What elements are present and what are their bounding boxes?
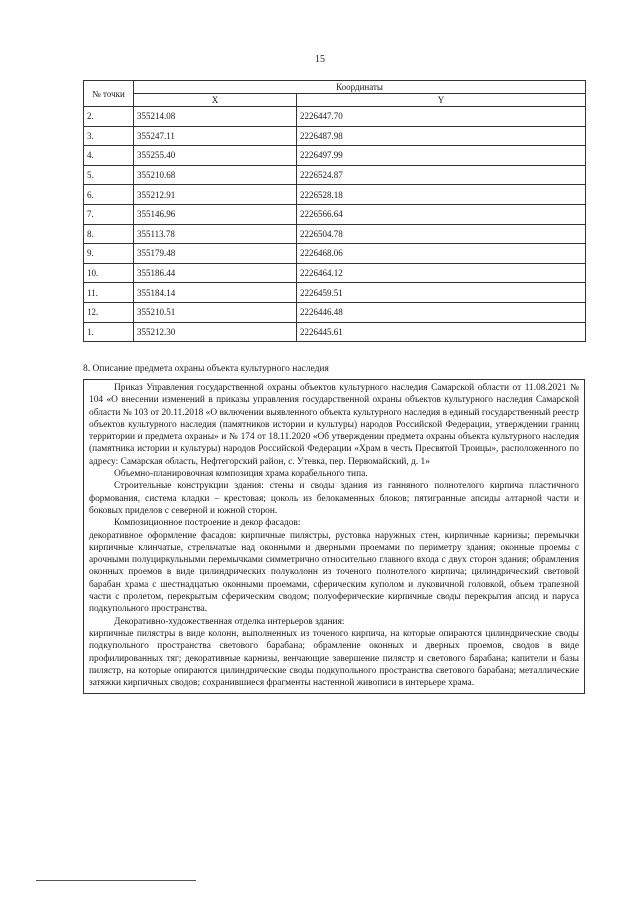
table-row <box>84 263 586 283</box>
y-coordinate-cell: 2226445.61 <box>297 322 586 342</box>
point-number-cell: 6. <box>84 185 134 205</box>
x-coordinate-cell: 355247.11 <box>134 126 297 146</box>
paragraph-facade-heading: Композиционное построение и декор фасадов: <box>114 518 301 529</box>
y-coordinate-cell: 2226464.12 <box>297 263 586 283</box>
protection-subject-box <box>83 379 585 694</box>
table-row <box>84 283 586 303</box>
y-coordinate-cell: 2226459.51 <box>297 283 586 303</box>
table-row <box>84 224 586 244</box>
point-number-cell: 12. <box>84 302 134 322</box>
y-coordinate-cell: 2226566.64 <box>297 204 586 224</box>
point-number-cell: 3. <box>84 126 134 146</box>
y-coordinate-cell: 2226446.48 <box>297 302 586 322</box>
point-number-cell: 10. <box>84 263 134 283</box>
table-row <box>84 322 586 342</box>
paragraph-facade-decor: декоративное оформление фасадов: кирпичные пилястры, рустовка наружных стен, кирпичные карнизы; перемычки кирпичные клинчатые, стрельчатые над оконными и дверными проемами по периметру здания; оконные проемы с арочными полуциркульными перемычками симметрично относительно главного входа с двух сторон здания; обрамления оконных проемов в виде цилиндрических полуколонн из точеного полнотелого кирпича; цилиндрический световой барабан храма с шестнадцатью оконными проемами, сферическим куполом и луковичной головкой, объем трапезной части с пролетом, перекрытым сферическим сводом; полуоферические кирпичные своды перекрытия апсид и паруса подкупольного пространства. <box>89 530 579 615</box>
x-coordinate-cell: 355210.68 <box>134 165 297 185</box>
table-row <box>84 126 586 146</box>
point-number-cell: 9. <box>84 244 134 264</box>
point-number-cell: 7. <box>84 204 134 224</box>
header-x: X <box>134 94 297 107</box>
y-coordinate-cell: 2226497.99 <box>297 146 586 166</box>
table-row <box>84 204 586 224</box>
x-coordinate-cell: 355179.48 <box>134 244 297 264</box>
paragraph-interior-heading: Декоративно-художественная отделка интерьеров здания: <box>114 616 345 627</box>
table-row <box>84 302 586 322</box>
point-number-cell: 4. <box>84 146 134 166</box>
coordinates-table <box>83 80 586 342</box>
paragraph-order: Приказ Управления государственной охраны объектов культурного наследия Самарской области от 11.08.2021 № 104 «О внесении изменений в приказы управления государственной охраны объектов культурного наследия Самарской области № 103 от 20.11.2018 «О включении выявленного объекта культурного наследия в единый государственный реестр объектов культурного наследия (памятников истории и культуры) народов Российской Федерации, утверждении границ территории и предмета охраны» и № 174 от 18.11.2020 «Об утверждении предмета охраны объекта культурного наследия (памятника истории и культуры) народов Российской Федерации «Храм в честь Пресвятой Троицы», расположенного по адресу: Самарская область, Нефтегорский район, с. Утевка, пер. Первомайский, д. 1» <box>89 383 579 467</box>
table-row <box>84 107 586 127</box>
x-coordinate-cell: 355212.91 <box>134 185 297 205</box>
paragraph-composition: Объемно-планировочная композиция храма корабельного типа. <box>114 469 368 480</box>
header-y: Y <box>297 94 586 107</box>
y-coordinate-cell: 2226447.70 <box>297 107 586 127</box>
page-number: 15 <box>315 54 325 65</box>
y-coordinate-cell: 2226487.98 <box>297 126 586 146</box>
table-row <box>84 244 586 264</box>
point-number-cell: 2. <box>84 107 134 127</box>
footnote-divider <box>36 880 196 881</box>
x-coordinate-cell: 355255.40 <box>134 146 297 166</box>
paragraph-interior-decor: кирпичные пилястры в виде колонн, выполненных из точеного кирпича, на которые опираются цилиндрические своды подкупольного пространства светового барабана; обрамление оконных и дверных проемов, сводов в виде профилированных тяг; декоративные карнизы, венчающие завершение пилястр и светового барабана; капители и базы пилястр, на которые опираются цилиндрические своды подкупольного пространства светового барабана; металлические затяжки кирпичных сводов; сохранившиеся фрагменты настенной живописи в интерьере храма. <box>89 628 579 689</box>
x-coordinate-cell: 355212.30 <box>134 322 297 342</box>
x-coordinate-cell: 355210.51 <box>134 302 297 322</box>
paragraph-structures: Строительные конструкции здания: стены и своды здания из ганняного полнотелого кирпича пластичного формования, система кладки – крестовая; цоколь из белокаменных блоков; пятигранные апсиды алтарной части и боковых приделов с северной и южной сторон. <box>89 481 579 516</box>
y-coordinate-cell: 2226524.87 <box>297 165 586 185</box>
point-number-cell: 5. <box>84 165 134 185</box>
point-number-cell: 11. <box>84 283 134 303</box>
header-coordinates: Координаты <box>134 81 586 94</box>
coordinates-table-body <box>84 107 586 342</box>
section-title: 8. Описание предмета охраны объекта культурного наследия <box>83 364 329 374</box>
x-coordinate-cell: 355186.44 <box>134 263 297 283</box>
point-number-cell: 1. <box>84 322 134 342</box>
y-coordinate-cell: 2226504.78 <box>297 224 586 244</box>
x-coordinate-cell: 355113.78 <box>134 224 297 244</box>
table-row <box>84 165 586 185</box>
y-coordinate-cell: 2226468.06 <box>297 244 586 264</box>
point-number-cell: 8. <box>84 224 134 244</box>
x-coordinate-cell: 355146.96 <box>134 204 297 224</box>
header-point-number: № точки <box>84 81 134 107</box>
table-row <box>84 146 586 166</box>
x-coordinate-cell: 355184.14 <box>134 283 297 303</box>
x-coordinate-cell: 355214.08 <box>134 107 297 127</box>
table-row <box>84 185 586 205</box>
y-coordinate-cell: 2226528.18 <box>297 185 586 205</box>
